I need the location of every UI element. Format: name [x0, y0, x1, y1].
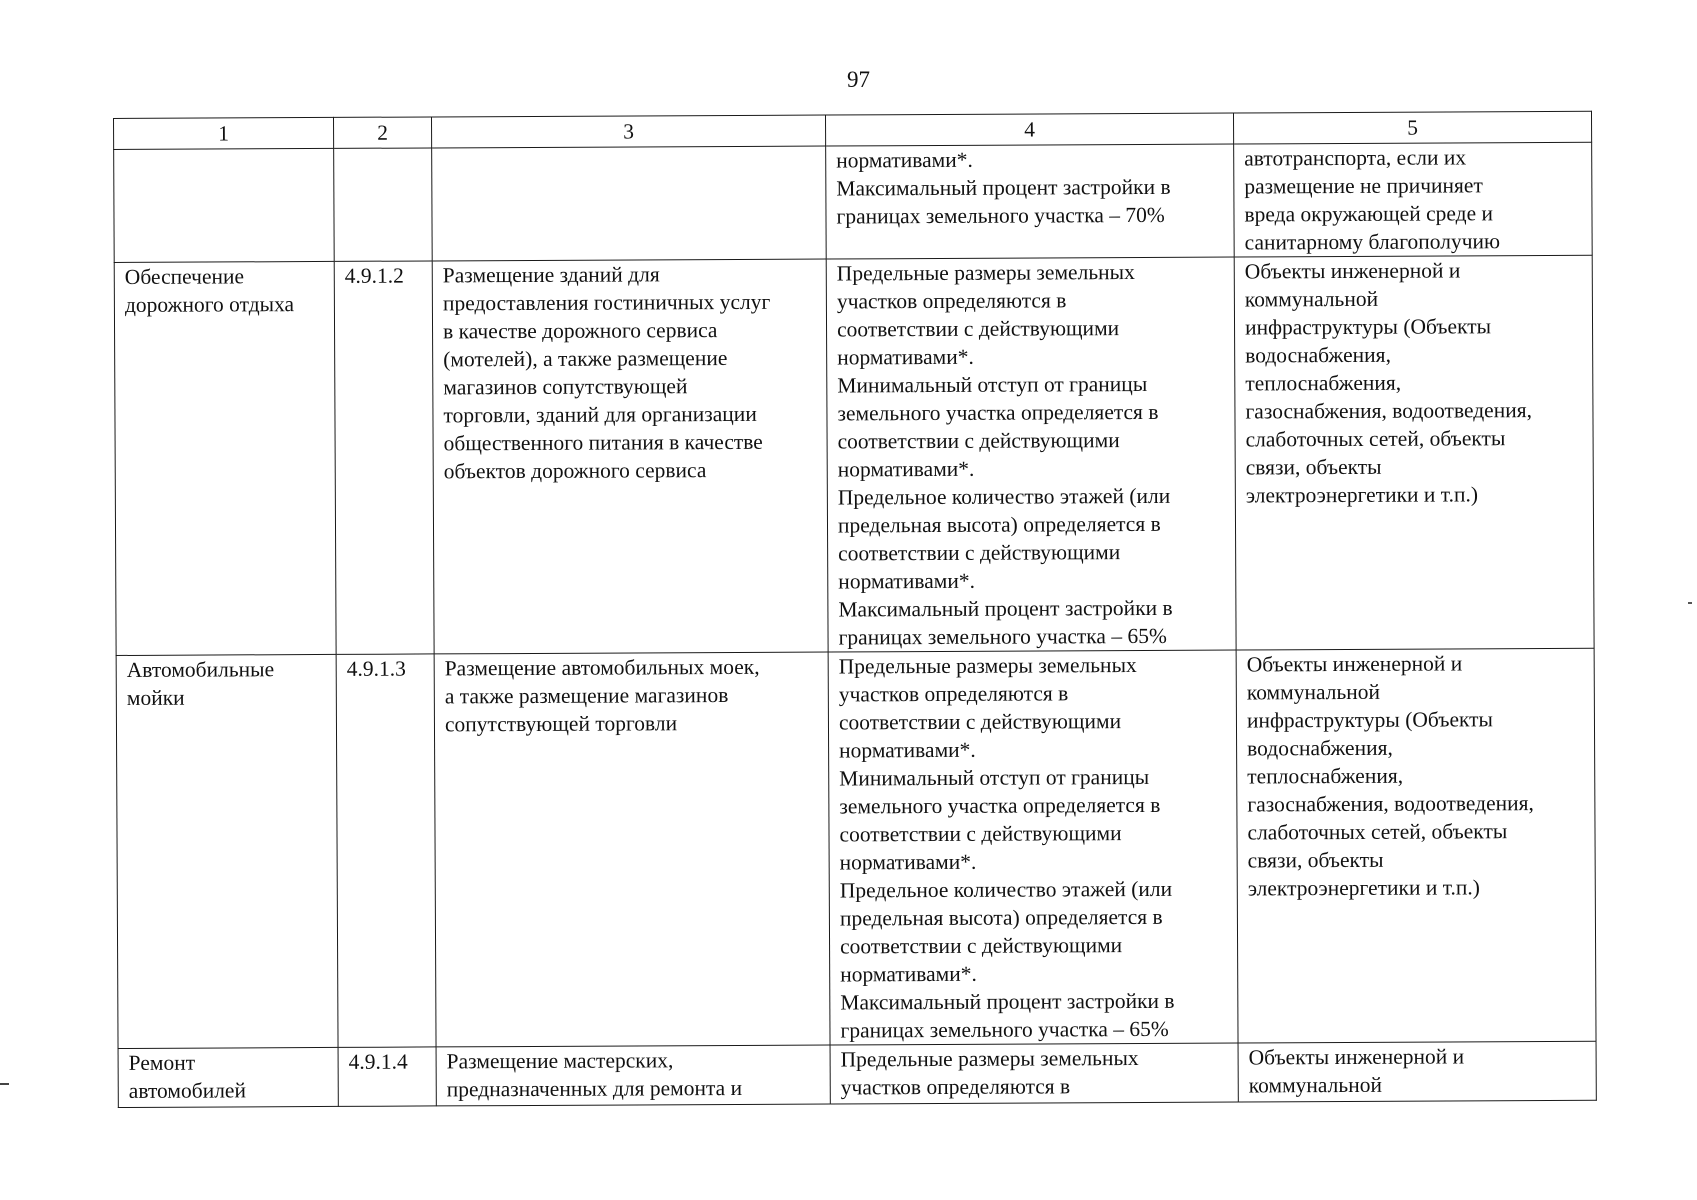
parameters-line: соответствии с действующими: [837, 428, 1120, 454]
use-name-line: Обеспечение: [124, 264, 245, 289]
cell-parameters: [828, 650, 1238, 1045]
parameters-line: земельного участка определяется в: [839, 792, 1161, 819]
parameters-line: Предельные размеры земельных: [840, 1045, 1139, 1072]
parameters-line: участков определяются в: [840, 1074, 1071, 1100]
cell-auxiliary-uses: [1236, 648, 1596, 1043]
cell-parameters: [826, 144, 1235, 259]
regulations-table-wrapper: [113, 111, 1596, 1108]
parameters-line: соответствии с действующими: [838, 540, 1121, 566]
auxiliary-line: слаботочных сетей, объекты: [1245, 426, 1506, 452]
column-header-1: 1: [114, 117, 334, 149]
auxiliary-line: инфраструктуры (Объекты: [1246, 707, 1494, 733]
description-line: а также размещение магазинов: [444, 683, 729, 709]
description-line: Размещение зданий для: [442, 262, 660, 288]
cell-use-code: [338, 1047, 436, 1106]
table-row-road-rest: [114, 255, 1594, 655]
use-code: 4.9.1.4: [348, 1049, 408, 1074]
cell-parameters: [830, 1043, 1238, 1104]
use-code: 4.9.1.3: [346, 656, 406, 681]
column-header-3: 3: [431, 115, 825, 148]
auxiliary-line: водоснабжения,: [1247, 735, 1393, 761]
parameters-line: нормативами*.: [839, 737, 976, 763]
land-use-regulations-table: [113, 111, 1597, 1108]
auxiliary-line: электроэнергетики и т.п.): [1247, 875, 1480, 901]
auxiliary-line: санитарному благополучию: [1244, 229, 1501, 255]
cell-use-name: [114, 148, 335, 262]
cell-auxiliary-uses: [1238, 1041, 1596, 1102]
use-code: 4.9.1.2: [344, 263, 404, 288]
parameters-line: Максимальный процент застройки в: [836, 174, 1171, 201]
parameters-line: участков определяются в: [838, 681, 1069, 707]
cell-use-name: [114, 261, 336, 655]
description-line: общественного питания в качестве: [443, 429, 763, 456]
parameters-line: нормативами*.: [839, 849, 977, 875]
cell-use-code: [334, 148, 433, 261]
column-header-2: 2: [333, 117, 431, 148]
auxiliary-line: коммунальной: [1248, 1072, 1383, 1098]
page-number: 97: [847, 67, 870, 92]
column-header-4: 4: [825, 113, 1233, 146]
parameters-line: предельная высота) определяется в: [837, 511, 1161, 538]
parameters-line: нормативами*.: [837, 344, 974, 370]
parameters-line: нормативами*.: [840, 961, 977, 987]
use-name-line: автомобилей: [128, 1078, 247, 1103]
auxiliary-line: Объекты инженерной и: [1244, 258, 1461, 284]
cell-use-description: [432, 146, 827, 261]
parameters-line: Предельное количество этажей (или: [839, 876, 1173, 903]
description-line: сопутствующей торговли: [444, 711, 678, 737]
parameters-line: Максимальный процент застройки в: [840, 988, 1175, 1015]
auxiliary-line: связи, объекты: [1247, 847, 1384, 873]
column-header-5: 5: [1233, 111, 1591, 144]
parameters-line: Минимальный отступ от границы: [837, 371, 1148, 398]
cell-use-name: [118, 1047, 338, 1107]
cell-use-name: [116, 654, 338, 1048]
description-line: предназначенных для ремонта и: [446, 1075, 743, 1102]
auxiliary-line: теплоснабжения,: [1245, 370, 1402, 396]
cell-parameters: [826, 257, 1236, 652]
parameters-line: нормативами*.: [838, 568, 976, 594]
auxiliary-line: Объекты инженерной и: [1248, 1044, 1465, 1070]
table-row-continuation: [114, 142, 1593, 262]
parameters-line: Предельные размеры земельных: [838, 653, 1137, 679]
parameters-line: Максимальный процент застройки в: [838, 595, 1173, 622]
auxiliary-line: размещение не причиняет: [1244, 173, 1483, 199]
use-name-line: дорожного отдыха: [124, 292, 295, 317]
description-line: объектов дорожного сервиса: [443, 458, 707, 484]
parameters-line: участков определяются в: [836, 288, 1067, 314]
table-row-car-repair: [118, 1041, 1596, 1107]
cell-use-code: [336, 654, 436, 1047]
cell-auxiliary-uses: [1234, 255, 1594, 650]
description-line: в качестве дорожного сервиса: [442, 318, 718, 344]
parameters-line: соответствии с действующими: [839, 933, 1123, 959]
cell-use-code: [334, 261, 434, 654]
parameters-line: Предельные размеры земельных: [836, 260, 1135, 286]
auxiliary-line: водоснабжения,: [1245, 342, 1391, 368]
auxiliary-line: газоснабжения, водоотведения,: [1245, 398, 1533, 424]
parameters-line: соответствии с действующими: [839, 821, 1122, 847]
auxiliary-line: газоснабжения, водоотведения,: [1247, 791, 1534, 817]
auxiliary-line: теплоснабжения,: [1247, 763, 1404, 789]
use-name-line: Автомобильные: [126, 657, 275, 682]
parameters-line: Минимальный отступ от границы: [839, 764, 1150, 791]
parameters-line: предельная высота) определяется в: [839, 904, 1163, 931]
auxiliary-line: автотранспорта, если их: [1244, 145, 1467, 171]
parameters-line: Предельное количество этажей (или: [837, 483, 1171, 510]
cell-use-description: [432, 259, 828, 654]
parameters-line: земельного участка определяется в: [837, 399, 1159, 426]
auxiliary-line: вреда окружающей среде и: [1244, 201, 1494, 227]
table-row-car-wash: [116, 648, 1596, 1048]
scan-dot-mark: [1688, 602, 1692, 604]
description-line: (мотелей), а также размещение: [443, 346, 728, 372]
cell-use-description: [434, 652, 830, 1047]
use-name-line: Ремонт: [128, 1050, 196, 1075]
cell-use-description: [436, 1045, 830, 1106]
parameters-line: нормативами*.: [837, 456, 975, 482]
parameters-line: нормативами*.: [836, 147, 973, 173]
auxiliary-line: инфраструктуры (Объекты: [1244, 314, 1492, 340]
auxiliary-line: Объекты инженерной и: [1246, 651, 1463, 677]
parameters-line: границах земельного участка – 65%: [840, 1016, 1169, 1043]
cell-auxiliary-uses: [1234, 142, 1593, 257]
auxiliary-line: слаботочных сетей, объекты: [1247, 819, 1508, 845]
auxiliary-line: коммунальной: [1246, 679, 1381, 705]
parameters-line: границах земельного участка – 65%: [838, 623, 1167, 650]
auxiliary-line: электроэнергетики и т.п.): [1245, 482, 1479, 508]
parameters-line: соответствии с действующими: [836, 316, 1120, 342]
description-line: торговли, зданий для организации: [443, 401, 757, 428]
auxiliary-line: связи, объекты: [1245, 454, 1382, 480]
description-line: Размещение мастерских,: [446, 1048, 674, 1074]
description-line: предоставления гостиничных услуг: [442, 289, 771, 316]
description-line: магазинов сопутствующей: [443, 374, 688, 400]
use-name-line: мойки: [126, 685, 185, 710]
auxiliary-line: коммунальной: [1244, 286, 1379, 312]
scan-edge-mark: [0, 1083, 9, 1085]
parameters-line: границах земельного участка – 70%: [836, 202, 1165, 229]
description-line: Размещение автомобильных моек,: [444, 654, 760, 681]
parameters-line: соответствии с действующими: [838, 709, 1122, 735]
